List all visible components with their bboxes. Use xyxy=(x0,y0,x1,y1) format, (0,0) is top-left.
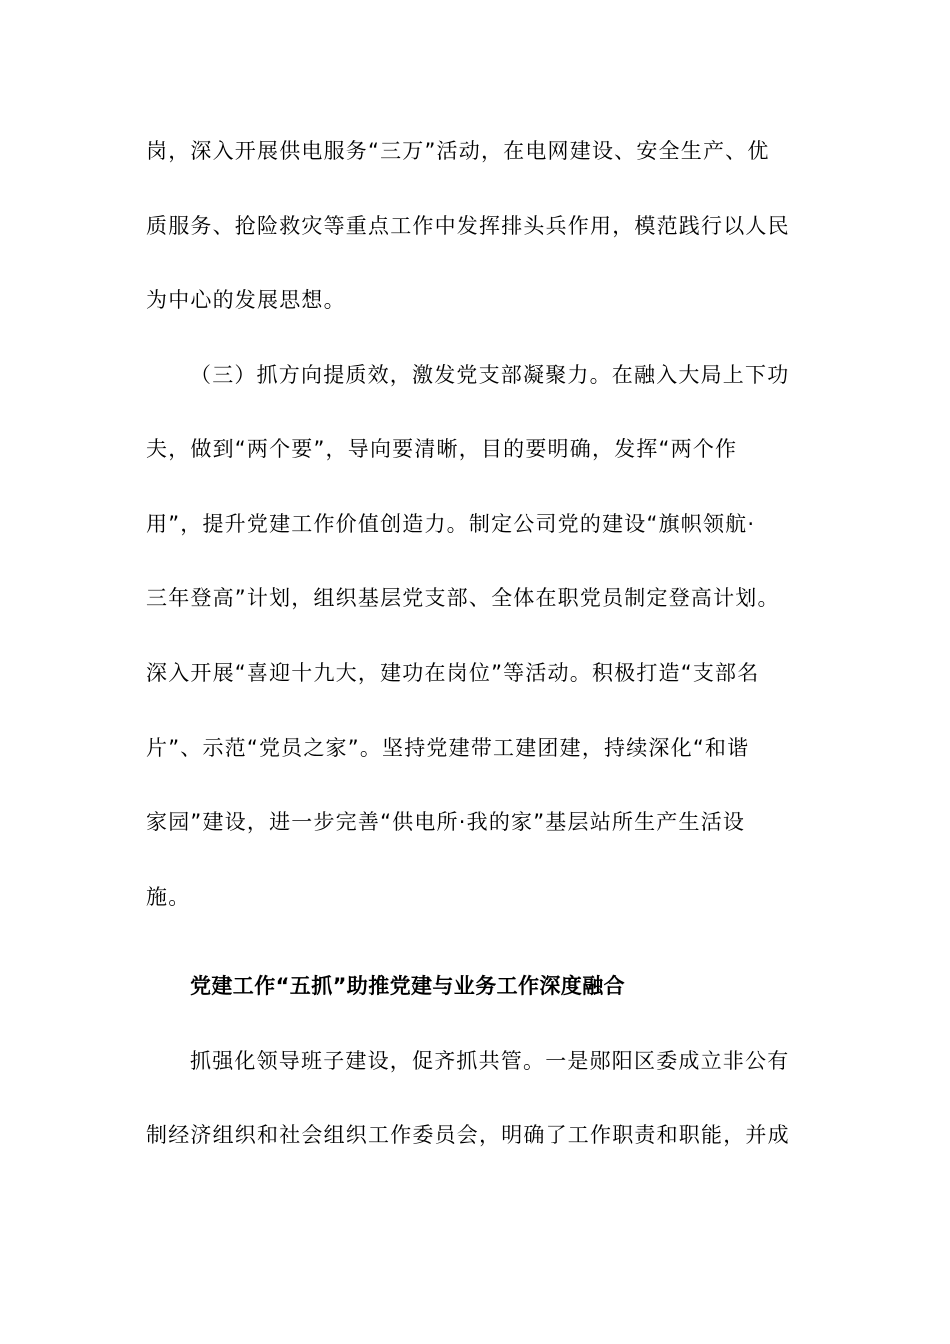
paragraph-line: 施。 xyxy=(146,885,191,909)
paragraph-line: 夫，做到“两个要”，导向要清晰，目的要明确，发挥“两个作 xyxy=(146,437,738,461)
paragraph-line: 用”，提升党建工作价值创造力。制定公司党的建设“旗帜领航· xyxy=(146,512,756,536)
section-heading: 党建工作“五抓”助推党建与业务工作深度融合 xyxy=(190,974,626,998)
paragraph-line: 家园”建设，进一步完善“供电所·我的家”基层站所生产生活设 xyxy=(146,810,746,834)
paragraph-line: 质服务、抢险救灾等重点工作中发挥排头兵作用，模范践行以人民 xyxy=(146,214,790,238)
paragraph-line: 深入开展“喜迎十九大，建功在岗位”等活动。积极打造“支部名 xyxy=(146,661,760,685)
paragraph-line: 岗，深入开展供电服务“三万”活动，在电网建设、安全生产、优 xyxy=(146,139,770,163)
paragraph-line: 为中心的发展思想。 xyxy=(146,288,346,312)
paragraph-line: 三年登高”计划，组织基层党支部、全体在职党员制定登高计划。 xyxy=(146,586,780,610)
paragraph-line: 制经济组织和社会组织工作委员会，明确了工作职责和职能，并成 xyxy=(146,1123,790,1147)
paragraph-line: 抓强化领导班子建设，促齐抓共管。一是郧阳区委成立非公有 xyxy=(190,1049,790,1073)
paragraph-line: （三）抓方向提质效，激发党支部凝聚力。在融入大局上下功 xyxy=(190,363,790,387)
paragraph-line: 片”、示范“党员之家”。坚持党建带工建团建，持续深化“和谐 xyxy=(146,736,750,760)
